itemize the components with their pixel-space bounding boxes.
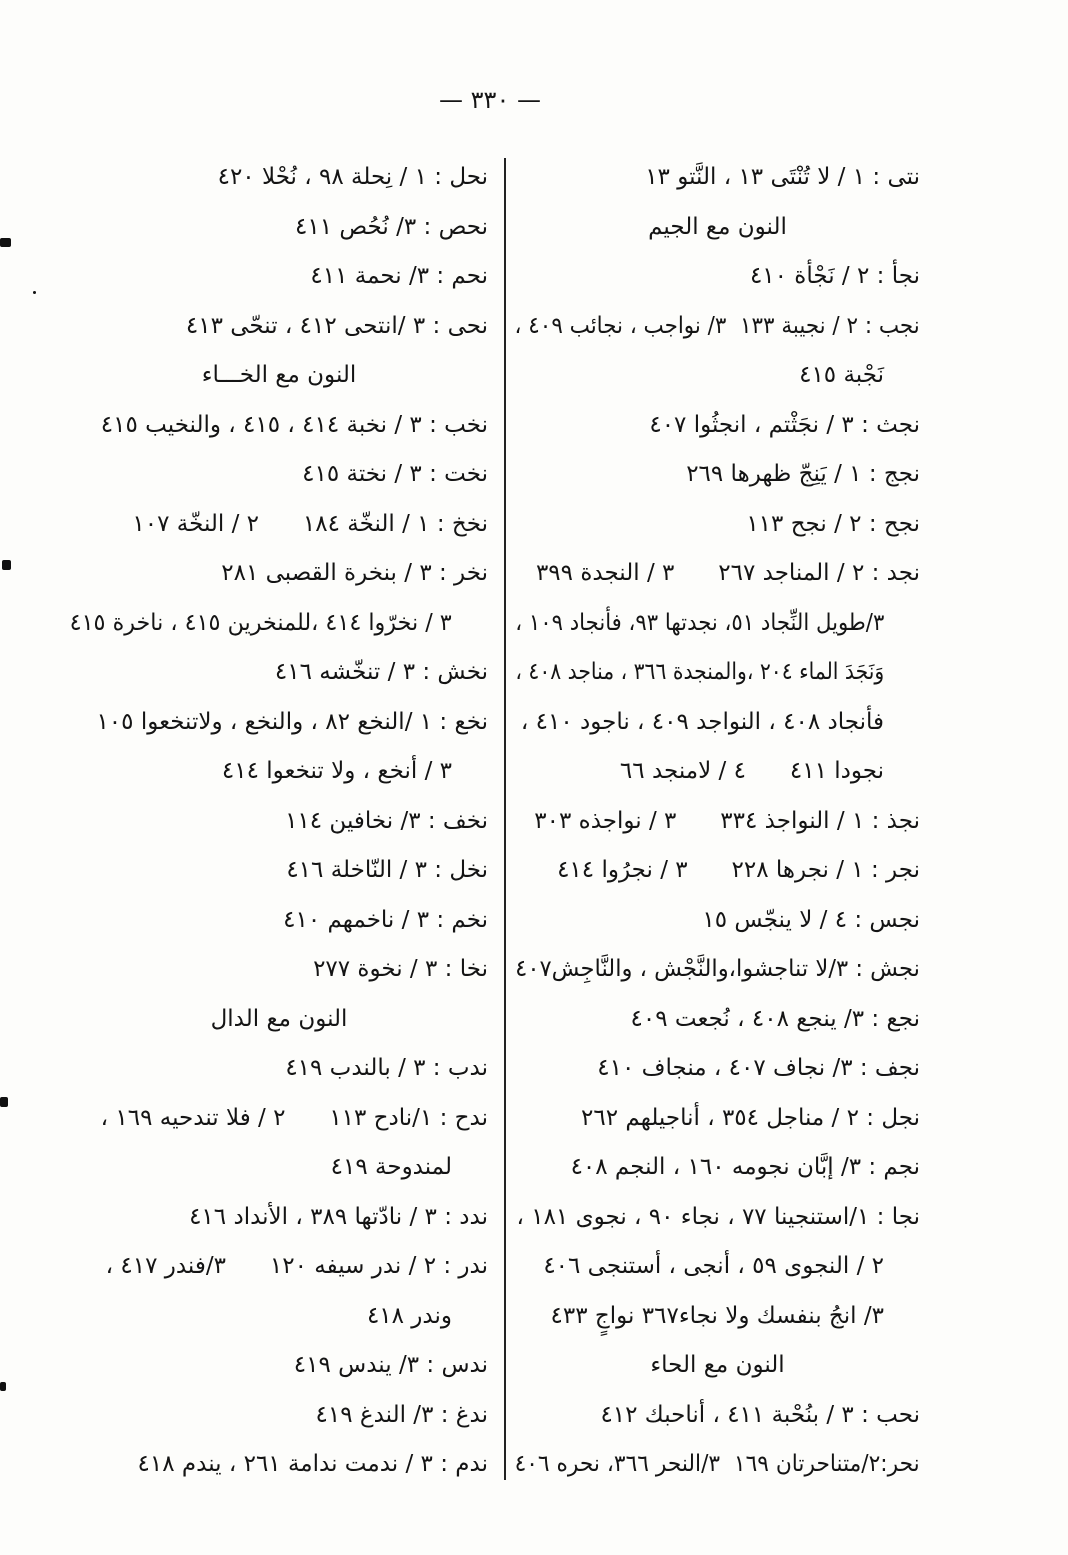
index-entry-text: ندح : ١/نادح ١١٣ ٢ / فلا تندحيه ١٦٩ ، (100, 1104, 488, 1131)
index-entry (515, 797, 920, 847)
scan-mark (33, 291, 36, 294)
index-entry (70, 1440, 488, 1490)
index-entry (70, 203, 488, 253)
index-entry-text: نجا : ١/استنجينا ٧٧ ، نجاء ٩٠ ، نجوى ١٨١ ، (516, 1203, 920, 1230)
index-entry (70, 252, 488, 302)
index-entry-continuation (515, 599, 920, 649)
index-entry-text: نخم : ٣ / ناخمهم ٤١٠ (283, 906, 488, 933)
index-entry (70, 1044, 488, 1094)
index-entry (515, 1440, 920, 1490)
index-entry (515, 450, 920, 500)
index-entry-text: نجذ : ١ / النواجذ ٣٣٤ ٣ / نواجذه ٣٠٣ (534, 807, 920, 834)
index-entry (70, 1094, 488, 1144)
index-entry-text: نجر : ١ / نجرها ٢٢٨ ٣ / نجرُوا ٤١٤ (557, 857, 920, 883)
section-heading (70, 995, 488, 1045)
index-entry-text: ندب : ٣ / بالندب ٤١٩ (285, 1055, 488, 1081)
index-entry-continuation (515, 1292, 920, 1342)
index-entry-text: فأنجاد ٤٠٨ ، النواجد ٤٠٩ ، ناجود ٤١٠ ، (520, 708, 884, 735)
index-column-left (70, 153, 488, 1490)
index-entry-text: ندر : ٢ / ندر سيفه ١٢٠ ٣/فندر ٤١٧ ، (105, 1253, 488, 1279)
index-entry-text: ندس : ٣/ يندس ٤١٩ (293, 1352, 488, 1378)
section-heading-text: النون مع الحاء (650, 1352, 785, 1378)
index-entry-text: نخب : ٣ / نخبة ٤١٤ ، ٤١٥ ، والنخيب ٤١٥ (100, 411, 488, 438)
index-entry (70, 302, 488, 352)
section-heading (70, 351, 488, 401)
section-heading-text: النون مع الخـــاء (201, 362, 357, 388)
index-entry-continuation (515, 648, 920, 698)
index-entry (515, 945, 920, 995)
index-entry-text: ندغ : ٣/ الندغ ٤١٩ (315, 1401, 488, 1428)
section-heading-text: النون مع الدال (210, 1005, 348, 1032)
index-entry (70, 945, 488, 995)
scan-mark (2, 560, 11, 570)
index-entry-continuation (70, 1292, 488, 1342)
index-entry-text: نَجْبة ٤١٥ (799, 362, 884, 388)
index-entry-text: نجج : ١ / يَنِجّ ظهرها ٢٦٩ (686, 461, 920, 487)
index-entry (70, 648, 488, 698)
index-entry-text: نجس : ٤ / لا ينجّس ١٥ (702, 906, 920, 933)
index-entry (515, 896, 920, 946)
index-entry-text: نجم : ٣/ إبَّان نجومه ١٦٠ ، النجم ٤٠٨ (570, 1154, 920, 1180)
index-entry (70, 846, 488, 896)
scan-mark (0, 1097, 8, 1107)
index-entry (515, 1143, 920, 1193)
page-number: — ٣٣٠ — (439, 86, 541, 114)
index-entry (515, 1044, 920, 1094)
index-entry (70, 500, 488, 550)
index-column-right (515, 153, 920, 1490)
index-entry (515, 995, 920, 1045)
index-entry-text: نجش : ٣/لا تناجشوا،والنَّجْش ، والنَّاجِش٤٠٧ (515, 956, 920, 982)
index-entry (515, 500, 920, 550)
index-entry (515, 549, 920, 599)
section-heading (515, 203, 920, 253)
index-entry-text: نجف : ٣/ نجاف ٤٠٧ ، منجاف ٤١٠ (597, 1055, 920, 1081)
index-entry-text: نخل : ٣ / النّاخلة ٤١٦ (286, 857, 488, 883)
section-heading (515, 1341, 920, 1391)
index-entry-text: ٢ / النجوى ٥٩ ، أنجى ، أستنجى ٤٠٦ (543, 1253, 884, 1279)
index-entry-text: وندر ٤١٨ (366, 1302, 452, 1329)
index-entry (70, 450, 488, 500)
index-entry-text: ٣/ انجُ بنفسك ولا نجاء٣٦٧ نواجٍ ٤٣٣ (550, 1302, 884, 1329)
index-entry (70, 1193, 488, 1243)
index-entry-continuation (515, 747, 920, 797)
index-entry-text: نخا : ٣ / نخوة ٢٧٧ (313, 956, 488, 982)
index-entry-text: نجودا ٤١١ ٤ / لامنجد ٦٦ (619, 758, 884, 784)
index-entry-text: ندد : ٣ / نادّتها ٣٨٩ ، الأنداد ٤١٦ (189, 1203, 488, 1230)
index-entry-text: نحب : ٣ / بنُحْبة ٤١١ ، أناحبك ٤١٢ (600, 1401, 920, 1428)
index-entry-text: نخر : ٣ / بنخرة القصبى ٢٨١ (221, 560, 488, 586)
column-divider (504, 158, 506, 1480)
index-entry-text: نتى : ١ / لا تُنْتَى ١٣ ، النَّتو ١٣ (645, 164, 920, 190)
index-entry-text: نجب : ٢ / نجيبة ١٣٣ ٣/ نواجب ، نجائب ٤٠٩ ، (514, 312, 920, 339)
index-entry (70, 549, 488, 599)
index-entry (70, 1242, 488, 1292)
index-entry-continuation (515, 698, 920, 748)
index-entry (70, 1391, 488, 1441)
index-entry-text: ٣ / نخرّوا ٤١٤ ،للمنخرين ٤١٥ ، ناخرة ٤١٥ (69, 609, 452, 636)
index-entry-text: نحص : ٣/ نُحُص ٤١١ (294, 213, 488, 240)
index-entry-text: نحم : ٣/ نحمة ٤١١ (310, 263, 488, 289)
index-entry-text: نجح : ٢ / نجح ١١٣ (746, 510, 920, 537)
index-entry (70, 1341, 488, 1391)
index-entry-text: وَنَجَدَ الماء ٢٠٤ ،والمنجدة ٣٦٦ ، مناجد ٤٠٨ ، (515, 659, 884, 685)
index-entry (70, 797, 488, 847)
index-entry-text: نحر:٢/متناحرتان ١٦٩ ٣/النحر ٣٦٦، نحره ٤٠٦ (514, 1451, 920, 1477)
index-entry-text: نحى : ٣ /انتحى ٤١٢ ، تنحّى ٤١٣ (185, 312, 488, 339)
index-entry-continuation (515, 1242, 920, 1292)
index-entry-text: نجع : ٣/ ينجع ٤٠٨ ، نُجعت ٤٠٩ (630, 1005, 920, 1032)
index-entry (70, 153, 488, 203)
index-entry-text: نخف : ٣/ نخافين ١١٤ (285, 807, 488, 834)
index-entry (515, 153, 920, 203)
index-entry-text: نخع : ١ /النخع ٨٢ ، والنخع ، ولاتنخعوا ١٠٥ (96, 708, 488, 735)
index-entry-continuation (70, 1143, 488, 1193)
index-entry (515, 302, 920, 352)
index-entry (70, 896, 488, 946)
index-entry-text: نجد : ٢ / المناجد ٢٦٧ ٣ / النجدة ٣٩٩ (535, 560, 920, 586)
index-entry (70, 698, 488, 748)
index-entry-text: نجأ : ٢ / نَجْأة ٤١٠ (749, 263, 920, 289)
index-entry-text: نحل : ١ / نِحلة ٩٨ ، نُحْلا ٤٢٠ (217, 164, 488, 190)
index-entry (515, 846, 920, 896)
scan-mark (0, 238, 11, 247)
index-entry-continuation (515, 351, 920, 401)
index-entry-continuation (70, 747, 488, 797)
index-entry (515, 252, 920, 302)
index-entry-text: نخش : ٣ / تنخّشه ٤١٦ (274, 659, 488, 685)
index-entry-text: ٣/طويل النِّجاد ٥١، نجدتها ٩٣، فأنجاد ١٠٩ ، (514, 609, 884, 636)
index-entry (70, 401, 488, 451)
index-entry-text: ندم : ٣ / ندمت ندامة ٢٦١ ، يندم ٤١٨ (137, 1451, 488, 1477)
index-entry (515, 1193, 920, 1243)
index-entry (515, 1094, 920, 1144)
index-entry-text: نخخ : ١ / النخّة ١٨٤ ٢ / النخّة ١٠٧ (132, 510, 488, 537)
index-entry-continuation (70, 599, 488, 649)
index-entry-text: لمندوحة ٤١٩ (330, 1154, 452, 1180)
index-entry-text: نجل : ٢ / مناجل ٣٥٤ ، أناجيلهم ٢٦٢ (581, 1104, 920, 1131)
section-heading-text: النون مع الجيم (648, 213, 787, 240)
index-entry (515, 401, 920, 451)
index-entry (515, 1391, 920, 1441)
index-entry-text: نخت : ٣ / نختة ٤١٥ (302, 461, 488, 487)
scan-mark (0, 1382, 6, 1391)
index-entry-text: نجث : ٣ / نجَثْتم ، انجثُوا ٤٠٧ (649, 411, 920, 438)
index-entry-text: ٣ / أنخع ، ولا تنخعوا ٤١٤ (221, 758, 452, 784)
